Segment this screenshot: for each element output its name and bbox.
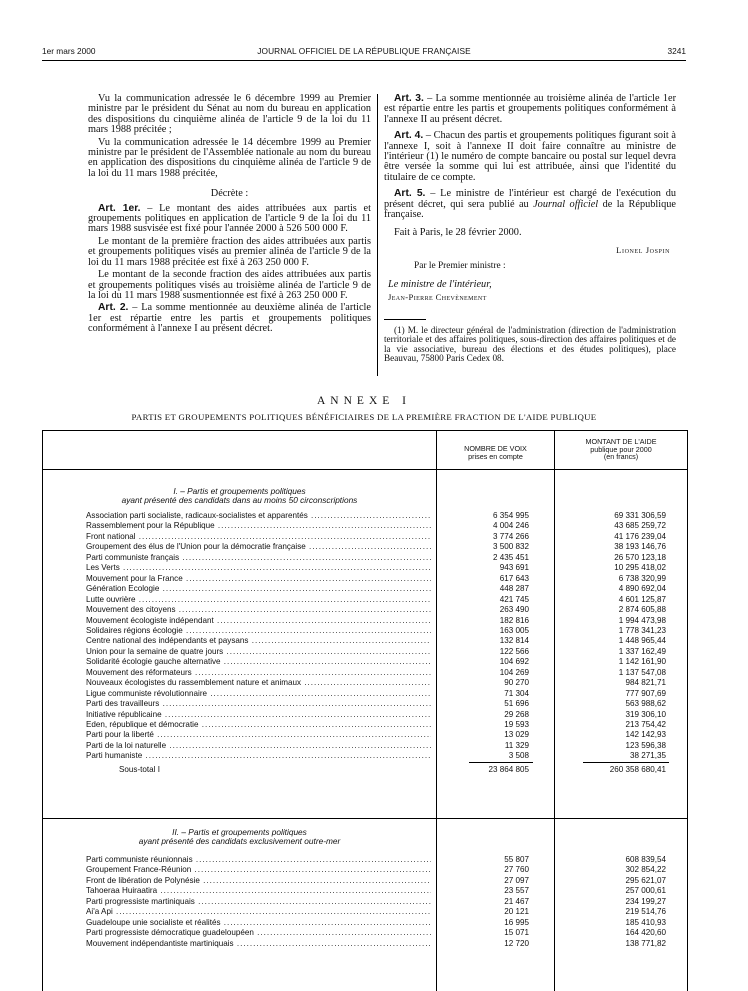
table-row [43, 699, 687, 709]
by-pm-line: Par le Premier ministre : [414, 261, 506, 272]
section-2-heading [43, 828, 436, 846]
vote-count: 6 354 995 [492, 511, 529, 520]
party-name: Parti communiste réunionnais ..... [86, 855, 431, 865]
minister-name: Jean-Pierre Chevènement [388, 292, 487, 303]
aid-amount: 234 199,27 [625, 896, 666, 906]
aid-amount: 302 854,22 [625, 865, 666, 875]
article-3 [384, 94, 676, 125]
party-name: Lutte ouvrière ..... [86, 595, 431, 605]
vote-count: 182 816 [499, 615, 529, 625]
party-name: Rassemblement pour la République ..... [86, 521, 431, 531]
column-header-text: publique pour 2000 [590, 444, 652, 454]
table-row [43, 521, 687, 531]
paragraph: Vu la communication adressée le 14 décembre 1999 au Premier ministre par le président de l'Assemblée nationale au nom du bureau en application des dispositions du cinquième alinéa de l'article 9 de la loi du 11 mars 1988 précitée, [88, 136, 371, 179]
subtotal-rule [469, 762, 533, 763]
vote-count: 90 270 [504, 678, 529, 688]
party-name: Mouvement indépendantiste martiniquais ..... [86, 939, 431, 949]
table-row [43, 689, 687, 699]
aid-amount: 608 839,54 [625, 855, 666, 864]
article-text: – La somme mentionnée au troisième alinéa de l'article 1er est répartie entre les partis et groupements politiques conformément à l'annexe II au présent décret. [384, 93, 677, 125]
signature-pm: Lionel Jospin [616, 244, 670, 255]
article-text: – La somme mentionnée au deuxième alinéa de l'article 1er est répartie entre les partis et groupements politiques conformément à l'annexe I au présent décret. [88, 302, 371, 335]
column-divider [377, 94, 378, 376]
subtotal-rule [583, 762, 669, 763]
page-header [42, 46, 686, 58]
vote-count: 19 593 [504, 720, 529, 729]
aid-amount: 2 874 605,88 [618, 605, 666, 615]
aid-amount: 38 271,35 [629, 751, 666, 761]
aid-amount: 41 176 239,04 [614, 531, 666, 541]
party-name: Génération Ecologie ..... [86, 584, 431, 594]
table-row [43, 511, 687, 521]
paragraph: Vu la communication adressée le 6 décembre 1999 au Premier ministre par le président du Sénat au nom du bureau en application des dispositions du cinquième alinéa de l'article 9 de la loi du 11 mars 1988 précitée ; [88, 93, 371, 136]
aid-amount: 38 193 146,76 [614, 542, 666, 552]
table-row [43, 897, 687, 907]
aid-amount: 6 738 320,99 [618, 573, 666, 583]
aid-amount: 563 988,62 [625, 699, 666, 709]
article-text: de la République française. [384, 198, 677, 221]
aid-amount: 185 410,93 [625, 917, 666, 927]
vote-count: 3 500 832 [492, 542, 529, 552]
journal-name: Journal officiel [533, 198, 599, 210]
table-row [43, 855, 687, 865]
article-label: Art. 1er. [98, 202, 141, 214]
article-text: – Chacun des partis et groupements politiques figurant soit à l'annexe I, soit à l'annexe II doit faire connaître au ministre de l'intérieur (1) le numéro de compte bancaire ou postal sur lequel devra être versée la somme qui lui est attribuée, ainsi que l'identité du titulaire de ce compte. [384, 130, 676, 183]
table-row [43, 584, 687, 594]
section-subtitle: ayant présenté des candidats exclusivement outre-mer [138, 836, 341, 846]
party-name: Mouvement des citoyens ..... [86, 605, 431, 615]
table-row [43, 616, 687, 626]
vote-count: 12 720 [504, 938, 529, 948]
party-name: Solidarité écologie gauche alternative ..... [86, 657, 431, 667]
vote-count: 104 269 [499, 667, 529, 677]
aid-amount: 43 685 259,72 [614, 521, 666, 531]
party-name: Ligue communiste révolutionnaire ..... [86, 689, 431, 699]
right-column [384, 94, 676, 366]
party-name: Mouvement écologiste indépendant ..... [86, 616, 431, 626]
vote-count: 29 268 [504, 709, 529, 719]
party-name: Nouveaux écologistes du rassemblement nature et animaux ..... [86, 678, 431, 688]
vote-count: 132 814 [499, 636, 529, 646]
section-title: I. – Partis et groupements politiques [173, 486, 306, 496]
table-row [43, 678, 687, 688]
subtotal-label: Sous-total I [119, 765, 160, 774]
vote-count: 55 807 [504, 855, 529, 864]
footnote: (1) M. le directeur général de l'administration (direction de l'administration territoriale et des affaires politiques, sous-direction des affaires politiques et de la vie associative, bureau des élections et des études politiques), place Beauvau, 75800 Paris Cedex 08. [384, 324, 676, 364]
table-row [43, 886, 687, 896]
vote-count: 71 304 [504, 688, 529, 698]
party-name: Front de libération de Polynésie ..... [86, 876, 431, 886]
party-name: Parti communiste français ..... [86, 553, 431, 563]
article-4 [384, 131, 676, 183]
table-row [43, 532, 687, 542]
minister-title: Le ministre de l'intérieur, [388, 278, 492, 290]
aid-amount: 219 514,76 [625, 907, 666, 917]
article-label: Art. 5. [394, 188, 426, 200]
column-header-votes [437, 445, 554, 460]
aid-amount: 142 142,93 [625, 730, 666, 740]
party-name: Parti pour la liberté ..... [86, 730, 431, 740]
table-row [43, 720, 687, 730]
article-2 [88, 303, 371, 334]
place-date: Fait à Paris, le 28 février 2000. [394, 227, 522, 239]
vote-count: 263 490 [499, 605, 529, 615]
table-row [43, 657, 687, 667]
party-name: Solidaires régions écologie ..... [86, 626, 431, 636]
vote-count: 448 287 [499, 584, 529, 594]
table-row [43, 542, 687, 552]
table-row [43, 636, 687, 646]
aid-amount: 26 570 123,18 [614, 552, 666, 562]
vote-count: 122 566 [499, 646, 529, 656]
section-1-heading [43, 487, 436, 505]
article-5 [384, 189, 676, 220]
table-row [43, 939, 687, 949]
party-name: Parti des travailleurs ..... [86, 699, 431, 709]
vote-count: 4 004 246 [492, 521, 529, 531]
aid-amount: 1 778 341,23 [618, 625, 666, 635]
aid-amount: 1 142 161,90 [618, 657, 666, 667]
aid-amount: 69 331 306,59 [614, 511, 666, 520]
aid-amount: 1 994 473,98 [618, 615, 666, 625]
party-name: Tahoeraa Huiraatira ..... [86, 886, 431, 896]
vote-count: 104 692 [499, 657, 529, 667]
header-title: JOURNAL OFFICIEL DE LA RÉPUBLIQUE FRANÇAISE [257, 46, 471, 56]
party-name: Groupement des élus de l'Union pour la démocratie française ..... [86, 542, 431, 552]
section-subtitle: ayant présenté des candidats dans au moins 50 circonscriptions [121, 495, 358, 505]
aid-amount: 10 295 418,02 [614, 563, 666, 573]
subtotal-votes: 23 864 805 [488, 765, 529, 774]
table-row [43, 647, 687, 657]
party-name: Eden, république et démocratie ..... [86, 720, 431, 730]
table-row [43, 751, 687, 761]
party-name: Parti progressiste martiniquais ..... [86, 897, 431, 907]
party-name: Ai'a Api ..... [86, 907, 431, 917]
article-label: Art. 4. [394, 130, 424, 142]
decree-heading: Décrète : [210, 188, 249, 200]
left-column [88, 94, 371, 337]
subtotal-amount: 260 358 680,41 [609, 765, 666, 774]
annex-table [42, 430, 688, 991]
aid-amount: 1 448 965,44 [618, 636, 666, 646]
subtotal-row [43, 765, 687, 775]
aid-amount: 138 771,82 [625, 938, 666, 948]
vote-count: 3 508 [508, 751, 529, 761]
paragraph: Le montant de la première fraction des aides attribuées aux partis et groupements politiques visés au premier alinéa de l'article 9 de la loi du 11 mars 1988 précitée est fixé à 263 250 000 F. [88, 235, 371, 268]
party-name: Mouvement pour la France ..... [86, 574, 431, 584]
table-row [43, 595, 687, 605]
vote-count: 2 435 451 [492, 552, 529, 562]
aid-amount: 319 306,10 [625, 709, 666, 719]
table-row [43, 918, 687, 928]
aid-amount: 123 596,38 [625, 740, 666, 750]
aid-amount: 4 601 125,87 [618, 594, 666, 604]
aid-amount: 984 821,71 [625, 678, 666, 688]
header-rule [42, 60, 686, 61]
aid-amount: 1 137 547,08 [618, 667, 666, 677]
column-header-text: (en francs) [603, 452, 639, 462]
table-row [43, 865, 687, 875]
header-date: 1er mars 2000 [42, 46, 96, 56]
article-label: Art. 2. [98, 302, 129, 314]
aid-amount: 4 890 692,04 [618, 584, 666, 594]
table-row [43, 928, 687, 938]
vote-count: 617 643 [499, 573, 529, 583]
annex-title: ANNEXE I [317, 395, 411, 407]
vote-count: 943 691 [499, 563, 529, 573]
party-name: Association parti socialiste, radicaux-socialistes et apparentés ..... [86, 511, 431, 521]
vote-count: 16 995 [504, 917, 529, 927]
vote-count: 21 467 [504, 896, 529, 906]
section-rule [43, 818, 687, 819]
aid-amount: 257 000,61 [625, 886, 666, 896]
column-header-amount [555, 438, 687, 461]
party-name: Parti progressiste démocratique guadeloupéen ..... [86, 928, 431, 938]
table-row [43, 730, 687, 740]
vote-count: 421 745 [499, 594, 529, 604]
party-name: Initiative républicaine ..... [86, 710, 431, 720]
table-row [43, 605, 687, 615]
aid-amount: 213 754,42 [625, 720, 666, 729]
column-header-text: prises en compte [468, 451, 523, 461]
article-1 [88, 204, 371, 235]
vote-count: 15 071 [504, 928, 529, 938]
page-number: 3241 [667, 46, 686, 56]
article-text: – Le ministre de l'intérieur est chargé de l'exécution du présent décret, qui sera publié au [384, 188, 676, 210]
party-name: Groupement France-Réunion ..... [86, 865, 431, 875]
paragraph: Le montant de la seconde fraction des aides attribuées aux partis et groupements politiques visés au troisième alinéa de l'article 9 de la loi du 11 mars 1988 susmentionnée est fixé à 263 250 000 F. [88, 269, 371, 301]
table-row [43, 574, 687, 584]
table-header-rule [43, 469, 687, 470]
party-name: Parti de la loi naturelle ..... [86, 741, 431, 751]
party-name: Front national ..... [86, 532, 431, 542]
column-header-text: MONTANT DE L'AIDE [585, 437, 657, 446]
table-row [43, 553, 687, 563]
aid-amount: 164 420,60 [625, 928, 666, 938]
table-row [43, 907, 687, 917]
vote-count: 27 760 [504, 865, 529, 875]
party-name: Mouvement des réformateurs ..... [86, 668, 431, 678]
article-label: Art. 3. [394, 93, 424, 104]
table-row [43, 876, 687, 886]
vote-count: 163 005 [499, 625, 529, 635]
table-row [43, 626, 687, 636]
vote-count: 51 696 [504, 699, 529, 709]
column-header-text: NOMBRE DE VOIX [464, 444, 527, 453]
article-text: – Le montant des aides attribuées aux partis et groupements politiques en application de l'article 9 de la loi du 11 mars 1988 susvisée est fixé pour l'année 2000 à 526 500 000 F. [88, 202, 371, 235]
annex-subtitle: PARTIS ET GROUPEMENTS POLITIQUES BÉNÉFICIAIRES DE LA PREMIÈRE FRACTION DE L'AIDE PUBLIQUE [131, 412, 597, 422]
vote-count: 23 557 [504, 886, 529, 896]
vote-count: 13 029 [504, 730, 529, 740]
footnote-rule [384, 319, 426, 320]
vote-count: 20 121 [504, 907, 529, 917]
table-row [43, 710, 687, 720]
aid-amount: 777 907,69 [625, 688, 666, 698]
vote-count: 27 097 [504, 875, 529, 885]
vote-count: 11 329 [504, 740, 529, 750]
party-name: Les Verts ..... [86, 563, 431, 573]
table-row [43, 741, 687, 751]
aid-amount: 1 337 162,49 [618, 646, 666, 656]
vote-count: 3 774 266 [492, 531, 529, 541]
table-row [43, 668, 687, 678]
party-name: Union pour la semaine de quatre jours ..... [86, 647, 431, 657]
party-name: Guadeloupe unie socialiste et réalités ..... [86, 918, 431, 928]
table-row [43, 563, 687, 573]
aid-amount: 295 621,07 [625, 875, 666, 885]
section-title: II. – Partis et groupements politiques [172, 827, 307, 837]
party-name: Centre national des indépendants et paysans ..... [86, 636, 431, 646]
party-name: Parti humaniste ..... [86, 751, 431, 761]
